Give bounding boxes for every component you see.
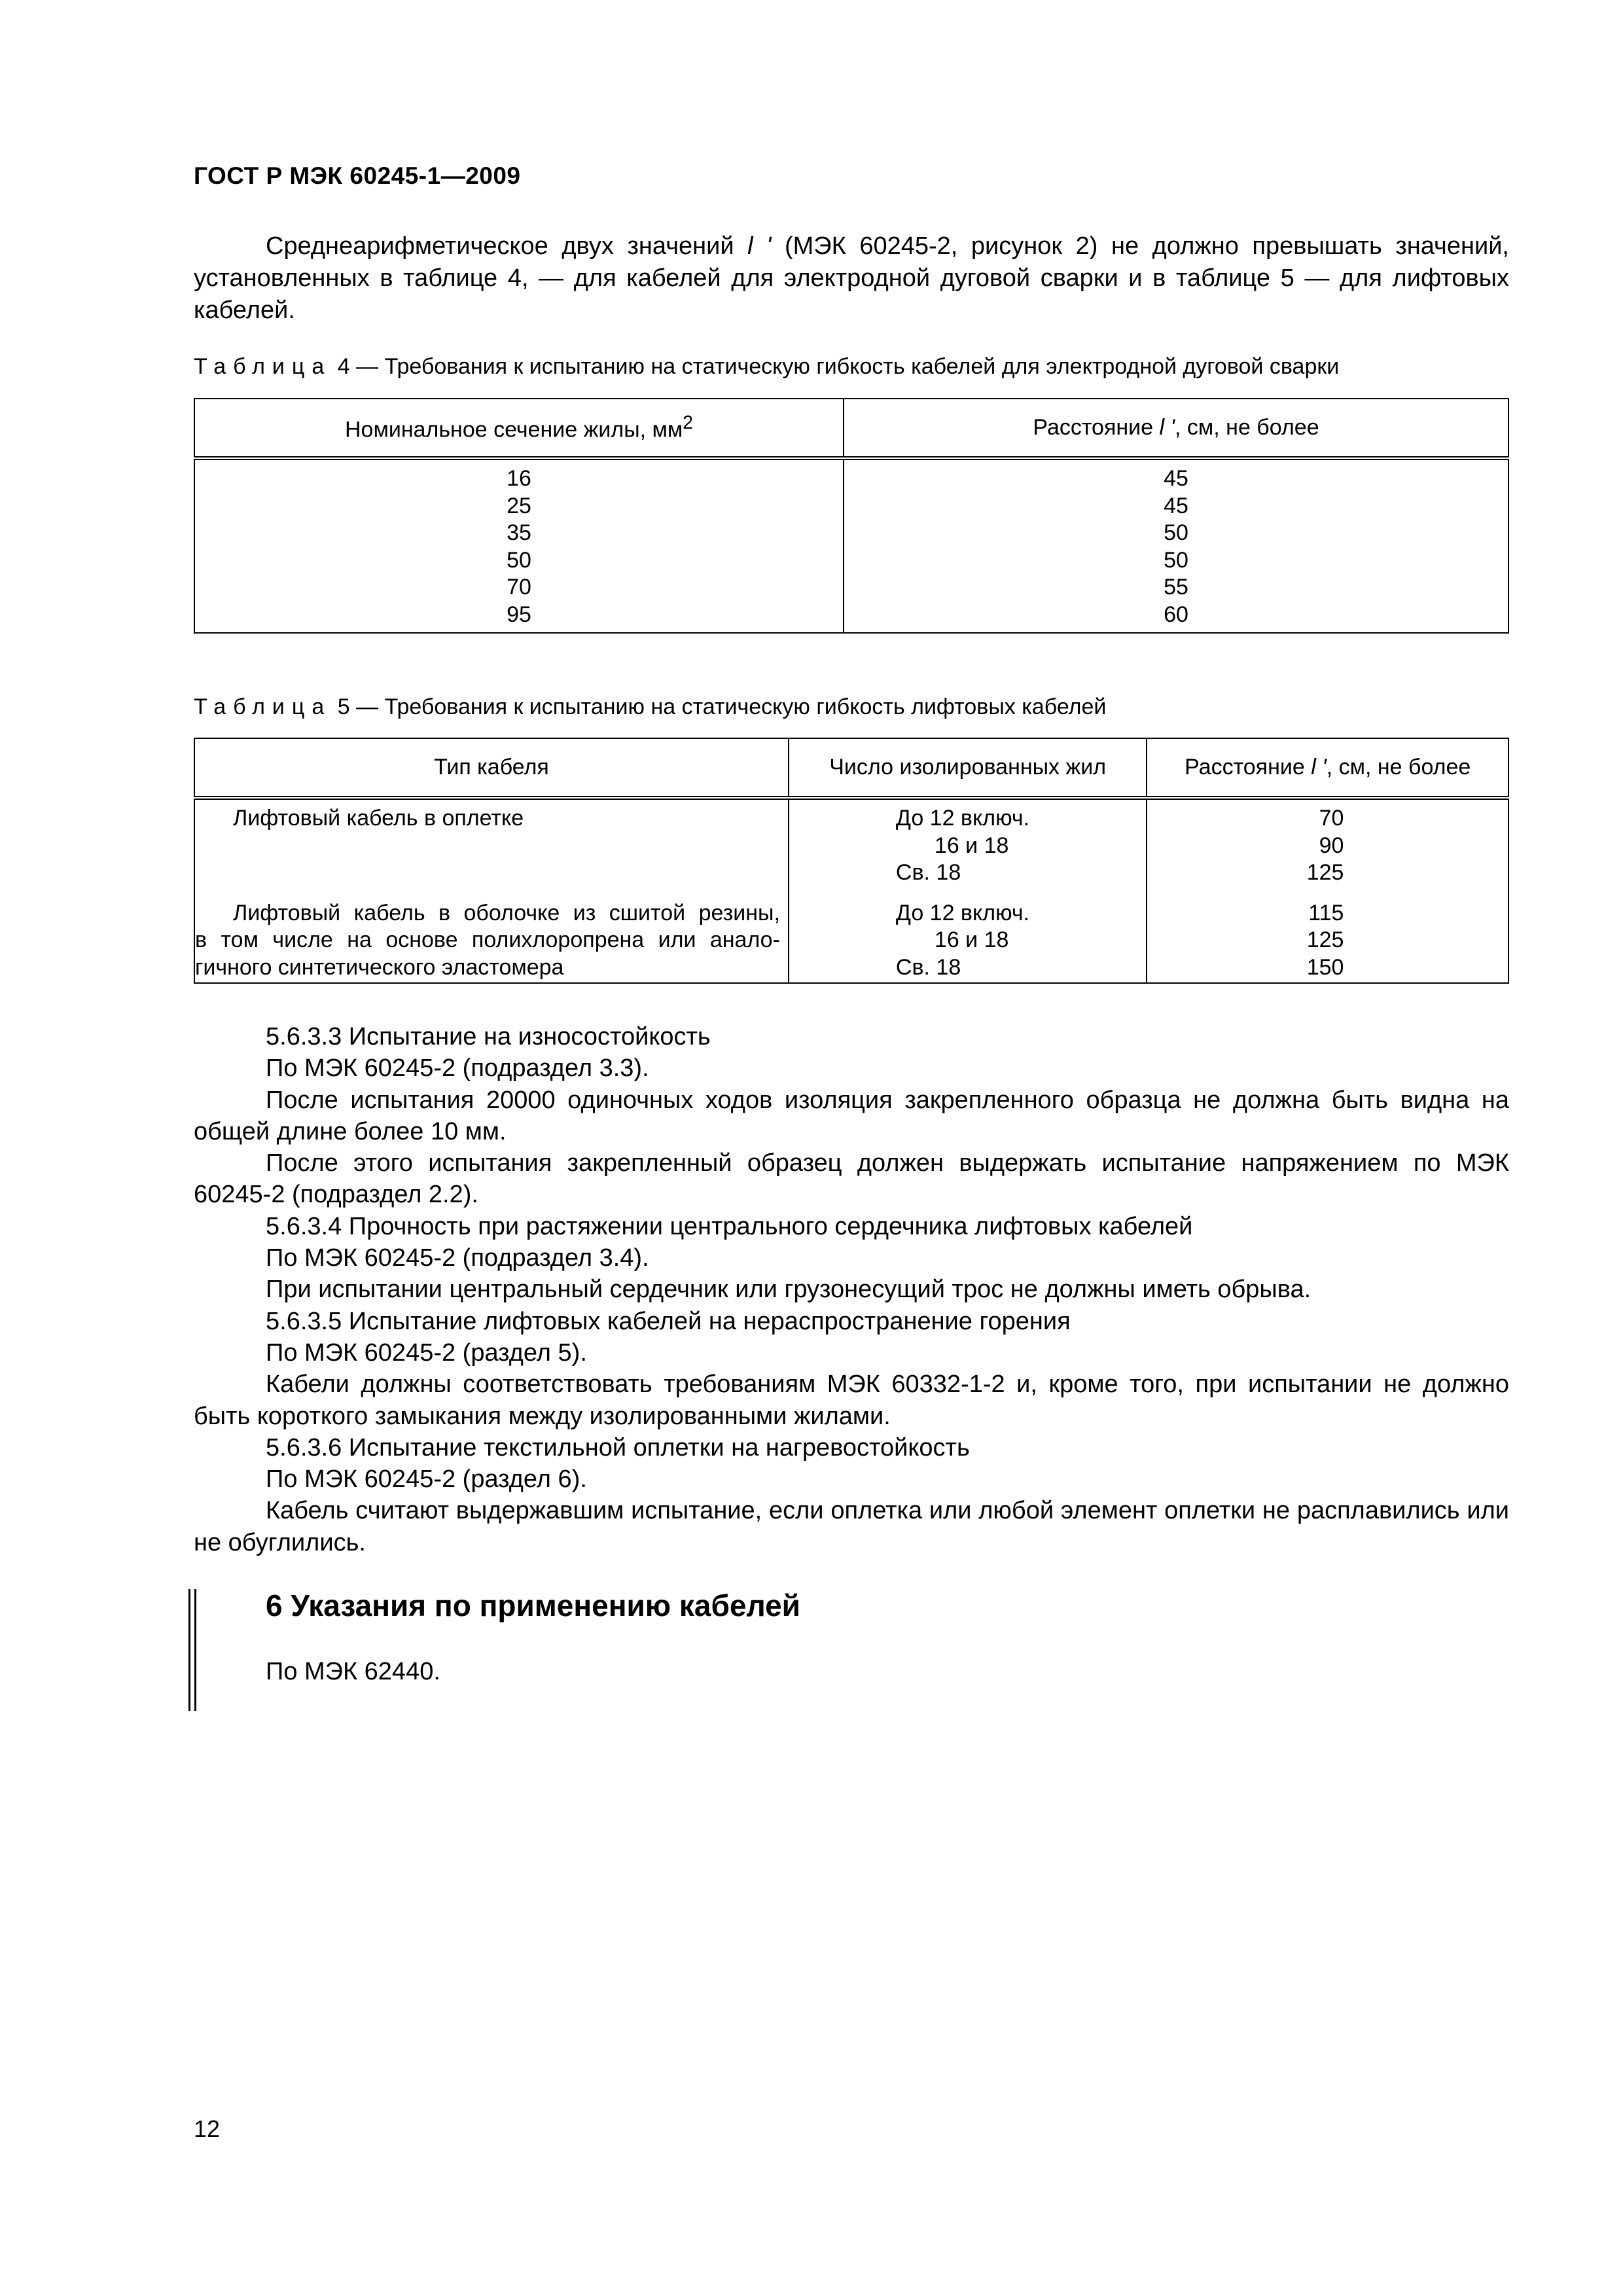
table4-cell-distance: 45 bbox=[1164, 493, 1188, 518]
table5-caption-text: — Требования к испытанию на статическую гибкость лифтовых кабелей bbox=[356, 694, 1107, 719]
table4-cell-section: 16 bbox=[507, 466, 531, 491]
section-6-text: По МЭК 62440. bbox=[266, 1658, 440, 1685]
table5-cell-cores bbox=[789, 798, 1147, 887]
body-paragraph: Кабели должны соответствовать требованиям МЭК 60332-1-2 и, кроме того, при испытании не должно быть короткого замыкания между изолированными жилами. bbox=[194, 1371, 1509, 1430]
table5-type-line: Лифтовый кабель в оболочке из сшитой резины, bbox=[233, 900, 780, 925]
table4-section-column bbox=[194, 458, 844, 633]
table4-header-distance-symbol: l ' bbox=[1159, 415, 1175, 440]
body-paragraph: При испытании центральный сердечник или грузонесущий трос не должны иметь обрыва. bbox=[266, 1276, 1311, 1304]
table5-row-group bbox=[194, 798, 1508, 887]
document-header: ГОСТ Р МЭК 60245-1—2009 bbox=[194, 162, 521, 189]
body-text bbox=[194, 1021, 1509, 1558]
body-paragraph: 5.6.3.6 Испытание текстильной оплетки на нагревостойкость bbox=[266, 1433, 970, 1462]
table5-header-type: Тип кабеля bbox=[194, 738, 789, 798]
table4-caption-label: Таблица bbox=[194, 354, 332, 379]
table5-cell-distance bbox=[1147, 798, 1508, 887]
table5-cores-line: Св. 18 bbox=[895, 954, 961, 980]
table4-cell-distance: 50 bbox=[1164, 547, 1188, 573]
intro-text-part1: Среднеарифметическое двух значений bbox=[266, 232, 734, 260]
table4-cell-distance: 55 bbox=[1164, 575, 1188, 600]
table5-header-distance-pre: Расстояние bbox=[1185, 755, 1305, 780]
table4-cell-section: 25 bbox=[507, 493, 531, 518]
table4-cell-section: 95 bbox=[507, 601, 531, 627]
table5-cores-line: 16 и 18 bbox=[934, 833, 1009, 858]
table4-header-distance-post: , см, не более bbox=[1175, 415, 1319, 440]
table5-caption-number: 5 bbox=[337, 694, 350, 719]
table5-distance-line: 125 bbox=[1306, 860, 1344, 885]
table5 bbox=[194, 738, 1509, 984]
table5-cores-line: 16 и 18 bbox=[934, 927, 1009, 952]
table5-cores-line: Св. 18 bbox=[895, 860, 961, 885]
table5-cell-type bbox=[194, 798, 789, 887]
section-6-title: 6 Указания по применению кабелей bbox=[266, 1588, 800, 1623]
body-paragraph: После испытания 20000 одиночных ходов изоляция закрепленного образца не должна быть видна на общей длине более 10 мм. bbox=[194, 1086, 1509, 1145]
table4-header-distance bbox=[844, 399, 1508, 458]
table4-header-distance-pre: Расстояние bbox=[1033, 415, 1154, 440]
intro-symbol: l ' bbox=[747, 232, 772, 260]
table5-row-group bbox=[194, 887, 1508, 984]
body-paragraph: По МЭК 60245-2 (подраздел 3.4). bbox=[266, 1244, 649, 1272]
table5-cores-line: До 12 включ. bbox=[895, 806, 1030, 831]
table4-header-section-text: Номинальное сечение жилы, мм bbox=[344, 417, 683, 442]
table5-type-line: гичного синтетического эластомера bbox=[195, 954, 564, 980]
body-paragraph: Кабель считают выдержавшим испытание, если оплетка или любой элемент оплетки не расплавились или не обуглились. bbox=[194, 1497, 1509, 1556]
page-number: 12 bbox=[194, 2115, 221, 2142]
table5-distance-line: 90 bbox=[1319, 833, 1344, 858]
change-marker-bar bbox=[188, 1589, 196, 1711]
table4-cell-section: 70 bbox=[507, 575, 531, 600]
body-paragraph: По МЭК 60245-2 (раздел 6). bbox=[266, 1465, 587, 1494]
table4-cell-distance: 45 bbox=[1164, 466, 1188, 491]
body-paragraph: 5.6.3.5 Испытание лифтовых кабелей на нераспространение горения bbox=[266, 1307, 1071, 1335]
table5-distance-line: 70 bbox=[1319, 806, 1344, 831]
table4-header-section-sup: 2 bbox=[683, 412, 694, 434]
table5-header-distance-post: , см, не более bbox=[1326, 755, 1471, 780]
table5-header-distance-symbol: l ' bbox=[1311, 755, 1327, 780]
table5-cell-type bbox=[194, 887, 789, 984]
table4-cell-distance: 50 bbox=[1164, 520, 1188, 545]
table4-caption bbox=[194, 354, 1339, 380]
table5-caption bbox=[194, 694, 1106, 720]
table5-header-cores: Число изолированных жил bbox=[789, 738, 1147, 798]
table5-cell-distance bbox=[1147, 887, 1508, 984]
table4-distance-column bbox=[844, 458, 1508, 633]
table5-cell-cores bbox=[789, 887, 1147, 984]
table4-caption-text: — Требования к испытанию на статическую гибкость кабелей для электродной дуговой сварки bbox=[356, 354, 1340, 379]
table5-type-line: Лифтовый кабель в оплетке bbox=[233, 806, 524, 831]
body-paragraph: 5.6.3.4 Прочность при растяжении центрального сердечника лифтовых кабелей bbox=[266, 1212, 1193, 1240]
table5-header-distance bbox=[1147, 738, 1508, 798]
body-paragraph: По МЭК 60245-2 (раздел 5). bbox=[266, 1338, 587, 1367]
body-paragraph: 5.6.3.3 Испытание на износостойкость bbox=[266, 1023, 711, 1050]
table4-cell-section: 50 bbox=[507, 547, 531, 573]
table5-distance-line: 115 bbox=[1308, 900, 1344, 925]
table5-distance-line: 125 bbox=[1306, 927, 1344, 952]
table4-cell-distance: 60 bbox=[1164, 601, 1188, 627]
intro-text-part2: (МЭК 60245-2, рисунок 2) не должно превышать значений, установленных в таблице 4, — для кабелей для электродной дуговой сварки и в таблице 5 — для лифтовых кабелей. bbox=[194, 232, 1509, 324]
table4-cell-section: 35 bbox=[507, 520, 531, 545]
table5-caption-label: Таблица bbox=[194, 694, 332, 719]
table5-type-line: в том числе на основе полихлоропрена или анало- bbox=[195, 927, 780, 952]
table4-header-section bbox=[194, 399, 844, 458]
body-paragraph: После этого испытания закрепленный образец должен выдержать испытание напряжением по МЭК 60245-2 (подраздел 2.2). bbox=[194, 1149, 1509, 1209]
table5-distance-line: 150 bbox=[1306, 954, 1344, 980]
intro-paragraph bbox=[194, 230, 1509, 327]
body-paragraph: По МЭК 60245-2 (подраздел 3.3). bbox=[266, 1054, 649, 1083]
table4 bbox=[194, 398, 1509, 634]
table4-caption-number: 4 bbox=[337, 354, 350, 379]
table5-cores-line: До 12 включ. bbox=[895, 900, 1030, 925]
